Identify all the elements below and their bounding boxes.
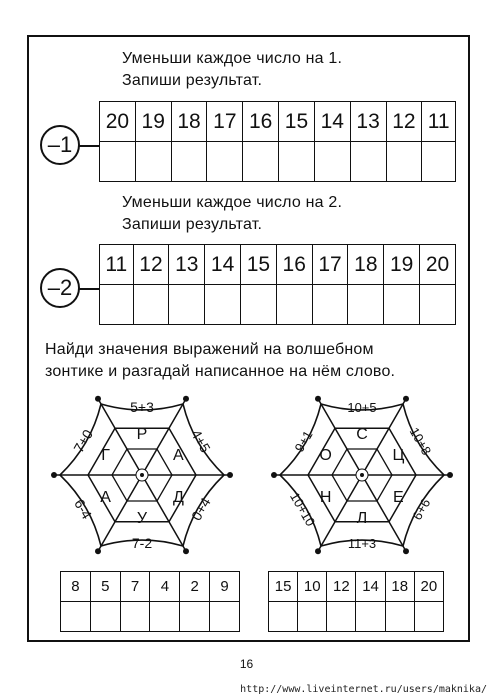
umbrella-tip-dot [183,548,189,554]
umbrella-expression: 0+4 [188,494,214,524]
umbrella-expression: 10+8 [406,424,435,458]
umbrella-expression: 6-4 [71,496,96,522]
task1-instruction-line1: Уменьши каждое число на 1. [122,50,343,67]
umbrella-left [32,384,252,566]
task1-answer-cell[interactable] [350,142,386,182]
task2-instruction-line2: Запиши результат. [122,216,263,233]
umbrella-tip-dot [315,548,321,554]
umbrella-tip-dot [315,396,321,402]
umbrella-letter: А [173,447,184,464]
umbrella-tip-dot [51,472,57,478]
answer-right-answer-cell[interactable] [327,602,356,632]
umbrella-letter: А [100,489,111,506]
task2-operator: –2 [40,268,80,308]
task2-instruction-line1: Уменьши каждое число на 2. [122,194,343,211]
umbrella-letter: Г [101,447,110,464]
answer-left-number-cell: 8 [61,572,91,602]
task2-number-cell: 20 [420,245,456,285]
task2-answer-cell[interactable] [205,285,241,325]
task2-answer-cell[interactable] [312,285,348,325]
task2-number-cell: 16 [276,245,312,285]
task1-answer-cell[interactable] [207,142,243,182]
task1-grid [99,101,456,182]
task2-number-cell: 13 [169,245,205,285]
answer-left-answer-cell[interactable] [180,602,210,632]
task2-number-cell: 15 [240,245,276,285]
task2-answer-cell[interactable] [384,285,420,325]
task1-answer-cell[interactable] [386,142,422,182]
umbrella-tip-dot [95,548,101,554]
task1-answer-cell[interactable] [100,142,136,182]
answer-left-answer-cell[interactable] [150,602,180,632]
task2-number-cell: 11 [100,245,134,285]
umbrella-letter: С [356,426,368,443]
umbrella-right [252,384,472,566]
answer-left-number-cell: 7 [120,572,150,602]
task2-number-cell: 14 [205,245,241,285]
answer-left-letter-row [61,602,240,632]
task2-answer-cell[interactable] [420,285,456,325]
umbrella-letter: О [319,447,332,464]
umbrella-expression: 11+3 [347,536,377,551]
task2-answer-cell[interactable] [100,285,134,325]
answer-grid-left [60,571,240,632]
umbrella-letter: Л [356,510,368,527]
task3-instruction-line1: Найди значения выражений на волшебном [45,341,374,358]
umbrella-letter: Р [136,426,148,443]
answer-left-number-cell: 5 [90,572,120,602]
task1-instruction-line2: Запиши результат. [122,72,263,89]
answer-right-letter-row [269,602,444,632]
umbrella-expression: 7+0 [70,426,96,456]
task1-number-cell: 15 [279,102,315,142]
task3-instruction-line2: зонтике и разгадай написанное на нём слово. [45,363,396,380]
answer-right-number-cell: 12 [327,572,356,602]
umbrella-expression: 7-2 [131,535,153,551]
task2-grid [99,244,456,325]
task1-answer-cell[interactable] [314,142,350,182]
task1-number-cell: 18 [171,102,207,142]
answer-right-answer-cell[interactable] [269,602,298,632]
task1-number-cell: 16 [243,102,279,142]
umbrella-expression: 5+3 [130,399,154,415]
umbrella-expression: 9+1 [291,427,316,455]
answer-left-answer-cell[interactable] [61,602,91,632]
umbrella-letter: У [136,510,148,527]
umbrella-letter: Д [172,489,184,506]
task1-answer-cell[interactable] [135,142,171,182]
task1-number-cell: 17 [207,102,243,142]
answer-left-number-cell: 4 [150,572,180,602]
task2-number-cell: 17 [312,245,348,285]
task1-number-row [100,102,456,142]
task1-answer-row [100,142,456,182]
task1-answer-cell[interactable] [243,142,279,182]
answer-grid-right [268,571,444,632]
answer-right-answer-cell[interactable] [414,602,443,632]
task1-answer-cell[interactable] [422,142,456,182]
task1-number-cell: 11 [422,102,456,142]
source-url: http://www.liveinternet.ru/users/maknika/ [240,684,487,695]
umbrella-tip-dot [227,472,233,478]
umbrella-letter: Ц [392,447,405,464]
task2-number-row [100,245,456,285]
task2-number-cell: 12 [133,245,169,285]
task1-number-cell: 14 [314,102,350,142]
flower-center-icon [360,473,364,477]
task2-answer-row [100,285,456,325]
answer-right-number-cell: 10 [298,572,327,602]
umbrella-letter: Н [319,489,332,506]
answer-left-answer-cell[interactable] [90,602,120,632]
umbrella-letter: Е [393,489,404,506]
task2-answer-cell[interactable] [133,285,169,325]
answer-left-number-cell: 2 [180,572,210,602]
task1-operator: –1 [40,125,80,165]
umbrella-tip-dot [403,548,409,554]
answer-left-answer-cell[interactable] [210,602,240,632]
answer-right-answer-cell[interactable] [385,602,414,632]
task2-answer-cell[interactable] [240,285,276,325]
task2-answer-cell[interactable] [169,285,205,325]
answer-right-answer-cell[interactable] [298,602,327,632]
task1-number-cell: 12 [386,102,422,142]
task1-number-cell: 20 [100,102,136,142]
umbrella-expression: 6+6 [409,495,434,523]
answer-right-number-cell: 14 [356,572,385,602]
task2-number-cell: 18 [348,245,384,285]
answer-right-number-cell: 15 [269,572,298,602]
task2-number-cell: 19 [384,245,420,285]
umbrella-tip-dot [183,396,189,402]
task1-answer-cell[interactable] [279,142,315,182]
task1-answer-cell[interactable] [171,142,207,182]
umbrella-expression: 4+5 [188,426,214,456]
umbrella-tip-dot [271,472,277,478]
answer-left-number-cell: 9 [210,572,240,602]
task1-number-cell: 19 [135,102,171,142]
task1-number-cell: 13 [350,102,386,142]
answer-left-number-row [61,572,240,602]
page-number: 16 [239,657,254,671]
umbrella-tip-dot [403,396,409,402]
answer-right-number-cell: 20 [414,572,443,602]
answer-right-number-row [269,572,444,602]
umbrella-tip-dot [447,472,453,478]
task2-answer-cell[interactable] [276,285,312,325]
flower-center-icon [140,473,144,477]
answer-left-answer-cell[interactable] [120,602,150,632]
answer-right-number-cell: 18 [385,572,414,602]
umbrella-expression: 10+10 [287,489,319,529]
umbrella-expression: 10+5 [347,400,377,415]
task2-answer-cell[interactable] [348,285,384,325]
answer-right-answer-cell[interactable] [356,602,385,632]
umbrella-tip-dot [95,396,101,402]
